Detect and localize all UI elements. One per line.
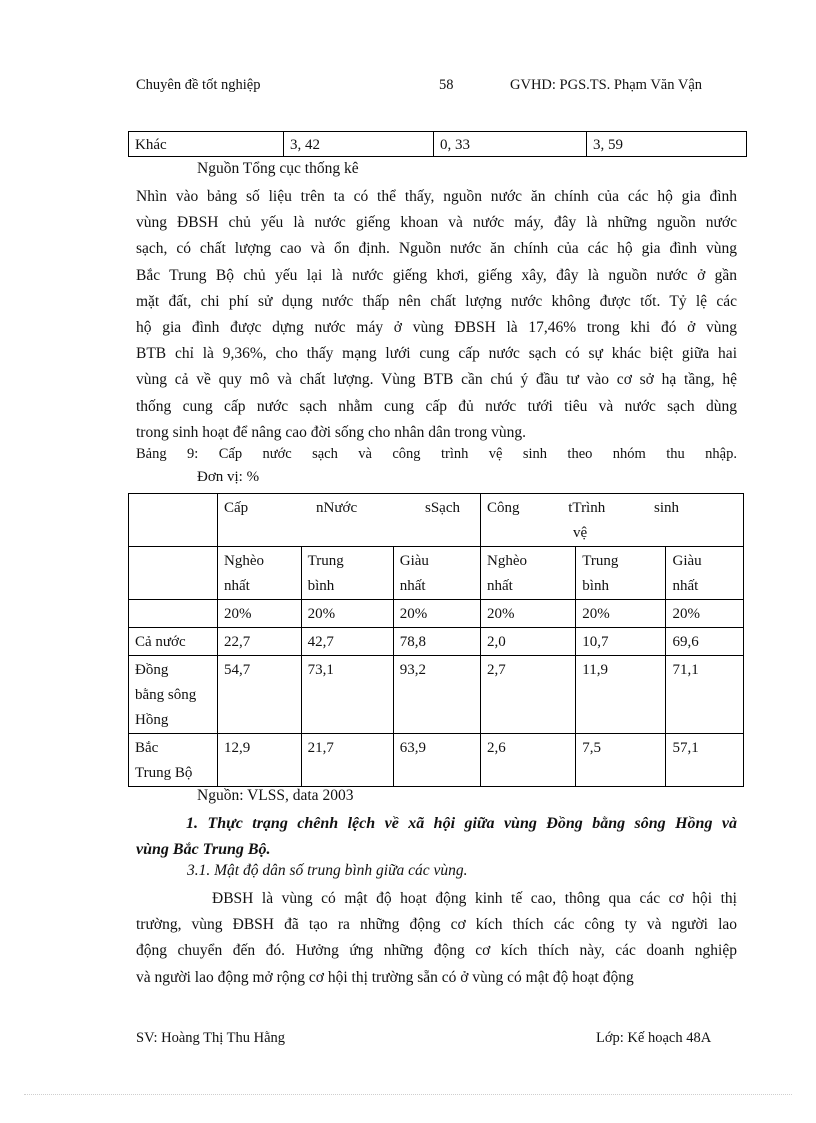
table-group-header: [218, 494, 481, 547]
table-cell: 0, 33: [434, 132, 587, 157]
table-cell: 20%: [666, 600, 744, 628]
table-cell: 3, 59: [587, 132, 747, 157]
group-header-text: vệ: [573, 525, 588, 541]
table-cell: 12,9: [218, 734, 302, 787]
table-row-label: Cả nước: [129, 628, 218, 656]
table-cell: 21,7: [301, 734, 393, 787]
table-cell: 42,7: [301, 628, 393, 656]
table-row: [129, 132, 747, 157]
subsection-heading: 3.1. Mật độ dân số trung bình giữa các vùng.: [187, 862, 468, 879]
table-cell: 63,9: [393, 734, 480, 787]
source-note: Nguồn Tổng cục thống kê: [197, 160, 359, 177]
table-cell: 78,8: [393, 628, 480, 656]
paragraph-line: vùng cả về quy mô và chất lượng. Vùng BTB cần chú ý đầu tư vào cơ sở hạ tầng, hệ: [136, 371, 737, 389]
table-header-cell: Trung bình: [576, 547, 666, 600]
table-row: [129, 494, 744, 547]
table-cell: 7,5: [576, 734, 666, 787]
page-number: 58: [439, 77, 454, 93]
group-header-text: Công tTrình sinh: [487, 500, 679, 516]
table-caption: [136, 446, 737, 463]
footer-right: Lớp: Kế hoạch 48A: [596, 1030, 712, 1046]
table-cell: 2,0: [481, 628, 576, 656]
header-left: Chuyên đề tốt nghiệp: [136, 77, 261, 93]
table-cell: [129, 547, 218, 600]
table-row-label: Bắc Trung Bộ: [129, 734, 218, 787]
table-row: [129, 547, 744, 600]
table-cell: [129, 494, 218, 547]
paragraph-line: hộ gia đình được dựng nước máy ở vùng ĐBSH là 17,46% trong khi đó ở vùng: [136, 319, 737, 337]
table-cell: Khác: [129, 132, 284, 157]
paragraph-line: sạch, có chất lượng cao và ổn định. Nguồn nước ăn chính của các hộ gia đình vùng: [136, 240, 737, 258]
table-cell: 20%: [481, 600, 576, 628]
table-cell: 20%: [393, 600, 480, 628]
table-header-cell: Nghèo nhất: [218, 547, 302, 600]
paragraph-line: trong sinh hoạt để nâng cao đời sống cho nhân dân trong vùng.: [136, 423, 527, 441]
table-cell: 2,7: [481, 656, 576, 734]
section-heading-line: vùng Bắc Trung Bộ.: [136, 841, 271, 858]
header-right: GVHD: PGS.TS. Phạm Văn Vận: [510, 77, 703, 93]
paragraph: [136, 184, 737, 446]
table-row: [129, 734, 744, 787]
table-cell: 10,7: [576, 628, 666, 656]
table-group-header: [481, 494, 744, 547]
paragraph-line: mặt đất, chi phí sử dụng nước thấp nên chất lượng nước không được tốt. Tỷ lệ các: [136, 292, 737, 310]
section-heading: [136, 811, 737, 863]
table-cell: 20%: [576, 600, 666, 628]
paragraph-line: vùng ĐBSH chủ yếu là nước giếng khoan và nước máy, đây là những nguồn nước: [136, 214, 737, 232]
table-cell: 2,6: [481, 734, 576, 787]
table-row-label: Đồng bằng sông Hồng: [129, 656, 218, 734]
table-cell: [129, 600, 218, 628]
table-header-cell: Trung bình: [301, 547, 393, 600]
table-unit: Đơn vị: %: [197, 469, 260, 485]
table-cell: 54,7: [218, 656, 302, 734]
paragraph: [136, 886, 737, 991]
paragraph-line: và người lao động mở rộng cơ hội thị trường sẵn có ở vùng có mật độ hoạt động: [136, 968, 634, 986]
paragraph-line: Nhìn vào bảng số liệu trên ta có thể thấy, nguồn nước ăn chính của các hộ gia đình: [136, 188, 737, 205]
source-note: Nguồn: VLSS, data 2003: [197, 787, 354, 804]
table-cell: 11,9: [576, 656, 666, 734]
paragraph-line: trường, vùng ĐBSH đã tạo ra những động cơ kích thích các công ty và người lao: [136, 916, 737, 934]
table-cell: 20%: [301, 600, 393, 628]
table-cell: 73,1: [301, 656, 393, 734]
table-cell: 22,7: [218, 628, 302, 656]
table-cell: 57,1: [666, 734, 744, 787]
page-edge-divider: [24, 1094, 792, 1095]
table-cell: 69,6: [666, 628, 744, 656]
paragraph-line: động chuyển đến đó. Hưởng ứng những động cơ kích thích này, các doanh nghiệp: [136, 942, 737, 960]
table-row: [129, 656, 744, 734]
table-header-cell: Giàu nhất: [666, 547, 744, 600]
table-cell: 71,1: [666, 656, 744, 734]
footer-left: SV: Hoàng Thị Thu Hằng: [136, 1030, 286, 1046]
table-cell: 3, 42: [284, 132, 434, 157]
table-caption-text: Bảng 9: Cấp nước sạch và công trình vệ sinh theo nhóm thu nhập.: [136, 446, 737, 462]
table-header-cell: Giàu nhất: [393, 547, 480, 600]
table-continuation: [128, 131, 747, 157]
table-cell: 20%: [218, 600, 302, 628]
group-header-text: Cấp nNước sSạch: [224, 500, 460, 516]
paragraph-line: Bắc Trung Bộ chủ yếu lại là nước giếng khơi, giếng xây, đây là nguồn nước ở gần: [136, 266, 737, 284]
table-header-cell: Nghèo nhất: [481, 547, 576, 600]
table-row: [129, 600, 744, 628]
table-cell: 93,2: [393, 656, 480, 734]
income-table: [128, 493, 744, 787]
paragraph-line: BTB chỉ là 9,36%, cho thấy mạng lưới cung cấp nước sạch có sự khác biệt giữa hai: [136, 345, 737, 363]
paragraph-line: thống cung cấp nước sạch nhằm cung cấp đủ nước tưới tiêu và nước sạch dùng: [136, 397, 737, 415]
table-row: [129, 628, 744, 656]
paragraph-line: ĐBSH là vùng có mật độ hoạt động kinh tế cao, thông qua các cơ hội thị: [212, 890, 737, 907]
section-heading-line: 1. Thực trạng chênh lệch về xã hội giữa vùng Đồng bằng sông Hồng và: [186, 815, 737, 832]
